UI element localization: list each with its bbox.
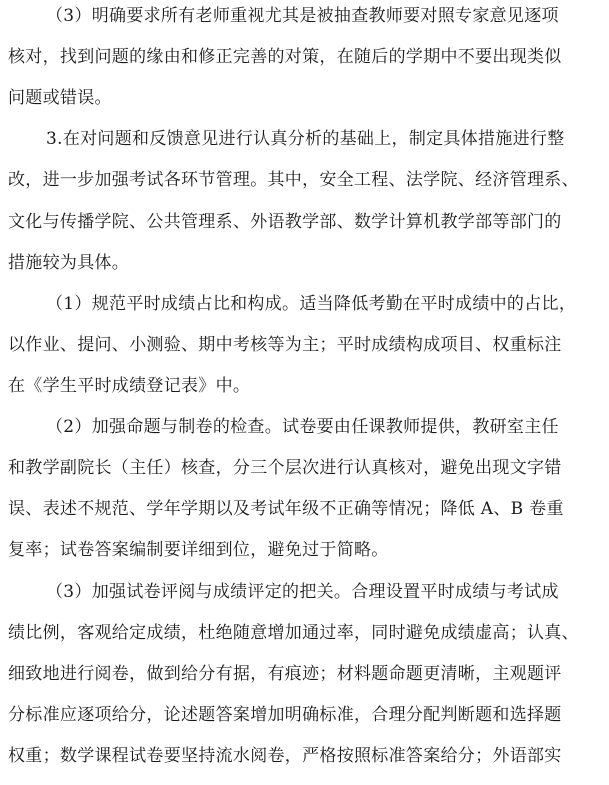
text-line: 绩比例，客观给定成绩，杜绝随意增加通过率，同时避免成绩虚高；认真、 bbox=[8, 623, 579, 643]
text-line: 复率；试卷答案编制要详细到位，避免过于简略。 bbox=[8, 540, 389, 560]
text-line: （3）明确要求所有老师重视尤其是被抽查教师要对照专家意见逐项 bbox=[46, 6, 559, 26]
text-line: 在《学生平时成绩登记表》中。 bbox=[8, 376, 251, 396]
text-line: 3.在对问题和反馈意见进行认真分析的基础上，制定具体措施进行整 bbox=[46, 129, 565, 149]
text-line: 文化与传播学院、公共管理系、外语教学部、数学计算机教学部等部门的 bbox=[8, 212, 562, 232]
text-line: （1）规范平时成绩占比和构成。适当降低考勤在平时成绩中的占比， bbox=[46, 294, 577, 314]
text-line: 以作业、提问、小测验、期中考核等为主；平时成绩构成项目、权重标注 bbox=[8, 335, 562, 355]
text-line: 核对，找到问题的缘由和修正完善的对策，在随后的学期中不要出现类似 bbox=[8, 47, 562, 67]
text-line: （3）加强试卷评阅与成绩评定的把关。合理设置平时成绩与考试成 bbox=[46, 582, 559, 602]
text-line: 措施较为具体。 bbox=[8, 253, 130, 273]
text-line: 问题或错误。 bbox=[8, 88, 112, 108]
text-line: 和教学副院长（主任）核查，分三个层次进行认真核对，避免出现文字错 bbox=[8, 458, 562, 478]
text-line: 改，进一步加强考试各环节管理。其中，安全工程、法学院、经济管理系、 bbox=[8, 170, 579, 190]
text-line: 分标准应逐项给分，论述题答案增加明确标准，合理分配判断题和选择题 bbox=[8, 705, 562, 725]
text-line: （2）加强命题与制卷的检查。试卷要由任课教师提供，教研室主任 bbox=[46, 417, 559, 437]
text-line: 权重；数学课程试卷要坚持流水阅卷，严格按照标准答案给分；外语部实 bbox=[8, 746, 562, 766]
text-line: 细致地进行阅卷，做到给分有据，有痕迹；材料题命题更清晰，主观题评 bbox=[8, 664, 562, 684]
text-line: 误、表述不规范、学年学期以及考试年级不正确等情况；降低 A、B 卷重 bbox=[8, 499, 564, 519]
